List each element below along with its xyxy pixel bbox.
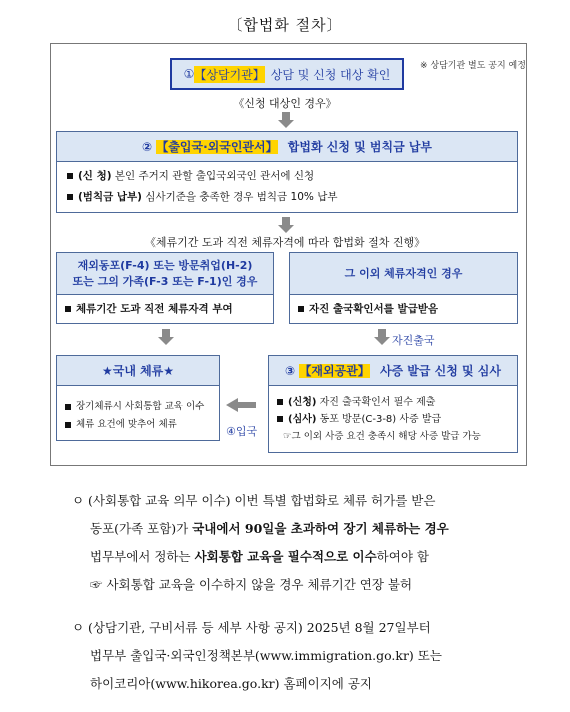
list-item: (범칙금 납부) 심사기준을 충족한 경우 범칙금 10% 납부 [57, 187, 517, 208]
bullet-icon [277, 416, 283, 422]
other-status-box [289, 252, 518, 324]
down-arrow-icon [374, 329, 390, 345]
domestic-stay-header: ★국내 체류★ [57, 356, 219, 386]
overseas-korean-header: 재외동포(F-4) 또는 방문취업(H-2) 또는 그의 가족(F-3 또는 F-1)인 경우 [57, 253, 273, 295]
step2-text: 합법화 신청 및 범칙금 납부 [287, 140, 433, 154]
paragraph-line: 법무부 출입국·외국인정책본부(www.immigration.go.kr) 또는 [90, 648, 442, 663]
step2-box [56, 131, 518, 213]
step3-note: ☞그 이외 사증 요건 충족시 해당 사증 발급 가능 [283, 431, 481, 442]
bullet-icon [65, 422, 71, 428]
list-item: 체류 요건에 맞추어 체류 [57, 416, 219, 434]
step1-tag: 【상담기관】 [194, 67, 265, 82]
list-item: (신청) 자진 출국확인서 필수 제출 [269, 394, 517, 411]
bullet-icon [298, 306, 304, 312]
list-item: 장기체류시 사회통합 교육 이수 [57, 398, 219, 416]
caption-status: 《체류기간 도과 직전 체류자격에 따라 합법화 절차 진행》 [144, 236, 426, 249]
bullet-icon [277, 399, 283, 405]
left-arrow-icon [226, 398, 256, 412]
entry-label: ④입국 [226, 425, 258, 438]
paragraph-line: ☞ 사회통합 교육을 이수하지 않을 경우 체류기간 연장 불허 [90, 577, 413, 592]
step3-text: 사증 발급 신청 및 심사 [379, 364, 501, 378]
down-arrow-icon [278, 112, 294, 128]
down-arrow-icon [278, 217, 294, 233]
caption-eligible: 《신청 대상인 경우》 [233, 97, 337, 110]
paragraph-line: ㅇ (상담기관, 구비서류 등 세부 사항 공지) 2025년 8월 27일부터 [72, 620, 431, 635]
page-title: 〔합법화 절차〕 [227, 16, 343, 34]
paragraph-line: ㅇ (사회통합 교육 의무 이수) 이번 특별 합법화로 체류 허가를 받은 [72, 493, 436, 508]
step1-box [170, 58, 404, 90]
paragraph-line: 법무부에서 정하는 사회통합 교육을 필수적으로 이수하여야 함 [90, 549, 429, 564]
step3-header [269, 356, 517, 386]
paragraph-line: 동포(가족 포함)가 국내에서 90일을 초과하여 장기 체류하는 경우 [90, 521, 449, 536]
domestic-stay-box [56, 355, 220, 441]
list-item: (신 청) 본인 주거지 관할 출입국외국인 관서에 신청 [57, 166, 517, 187]
consult-note: ※ 상담기관 별도 공지 예정 [420, 61, 526, 71]
list-item: (심사) 동포 방문(C-3-8) 사증 발급 [269, 411, 517, 428]
step2-number: ② [141, 140, 153, 154]
bullet-icon [65, 404, 71, 410]
bullet-icon [67, 173, 73, 179]
step1-text: 상담 및 신청 대상 확인 [270, 67, 391, 82]
step1-number: ① [183, 67, 195, 81]
other-status-header: 그 이외 체류자격인 경우 [290, 253, 517, 295]
list-item: 자진 출국확인서를 발급받음 [290, 295, 517, 323]
self-departure-label: 자진출국 [392, 334, 435, 347]
paragraph-education [72, 487, 542, 599]
paragraph-line: 하이코리아(www.hikorea.go.kr) 홈페이지에 공지 [90, 676, 372, 691]
bullet-icon [65, 306, 71, 312]
list-item: 체류기간 도과 직전 체류자격 부여 [57, 295, 273, 323]
paragraph-notice [72, 614, 542, 698]
overseas-korean-box [56, 252, 274, 324]
step3-box [268, 355, 518, 453]
step3-number: ③ [285, 364, 296, 378]
step2-header [57, 132, 517, 162]
down-arrow-icon [158, 329, 174, 345]
bullet-icon [67, 194, 73, 200]
step3-tag: 【재외공관】 [299, 364, 370, 378]
step2-tag: 【출입국·외국인관서】 [156, 140, 278, 154]
